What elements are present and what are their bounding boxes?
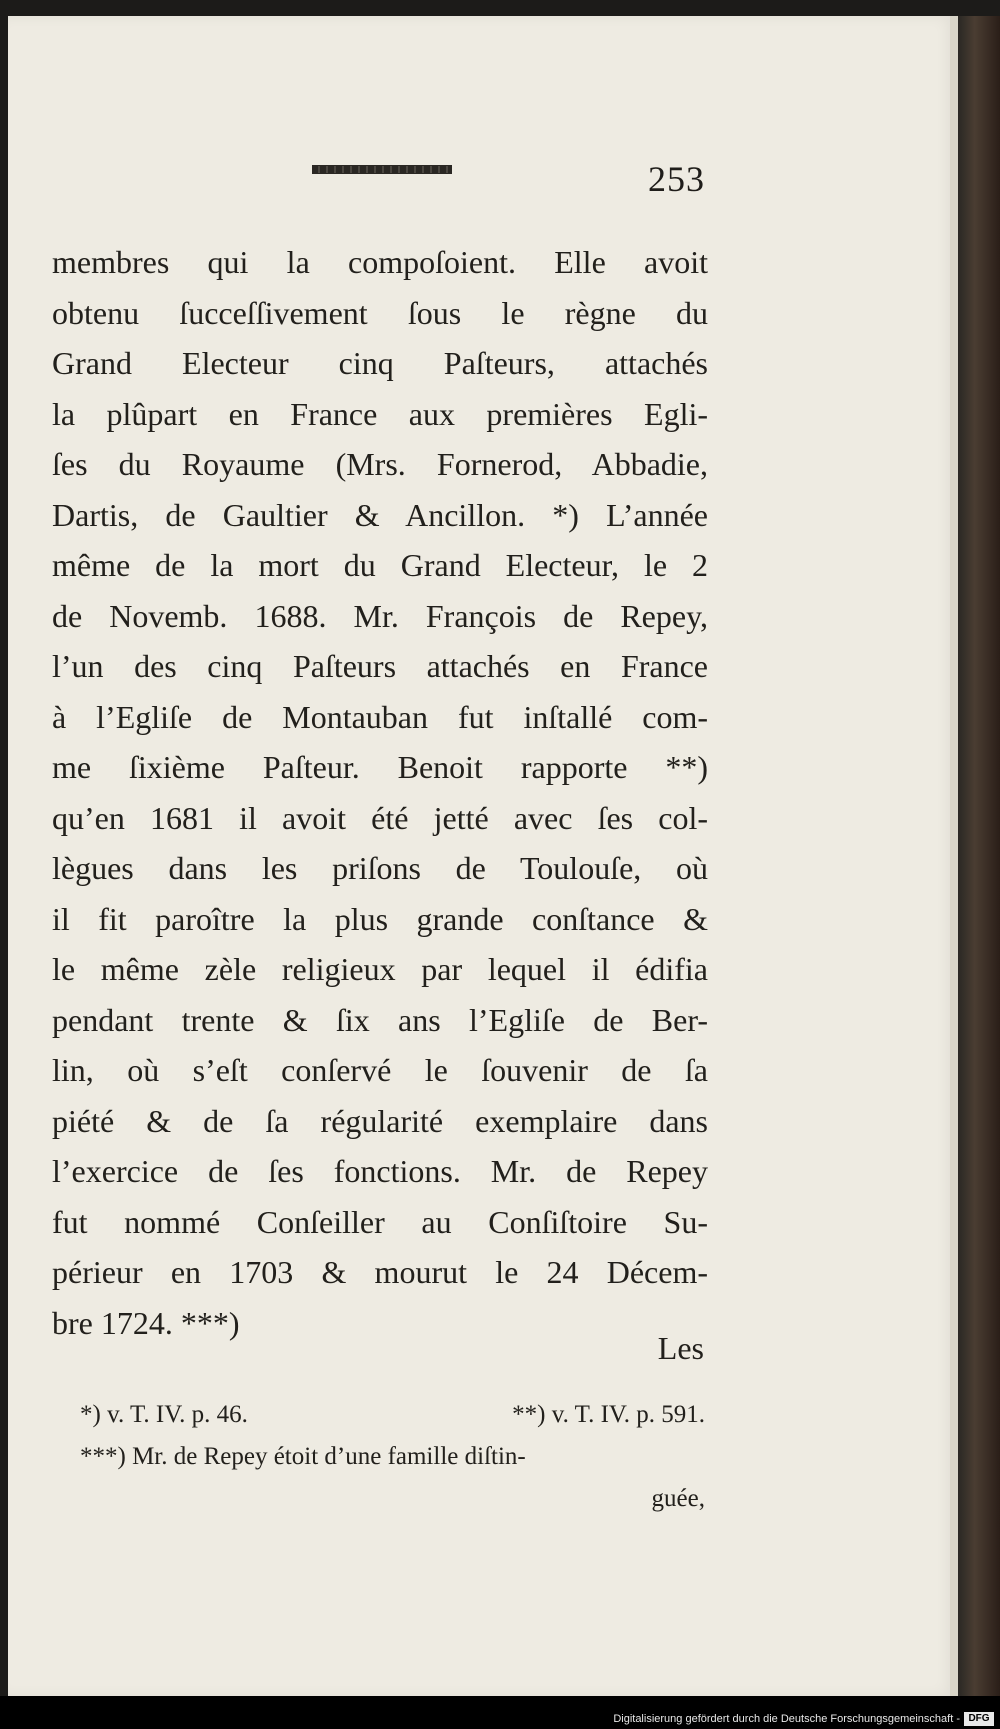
text-line: fut nommé Conſeiller au Conſiſtoire Su- <box>52 1203 708 1240</box>
footnote-3-continuation: guée, <box>651 1485 705 1512</box>
catchword: Les <box>657 1330 704 1366</box>
text-line: la plûpart en France aux premières Egli- <box>52 395 708 432</box>
text-line: périeur en 1703 & mourut le 24 Décem- <box>52 1254 708 1290</box>
text-line: bre 1724. ***) <box>52 1304 240 1341</box>
text-line: pendant trente & ſix ans l’Egliſe de Ber- <box>52 1001 708 1038</box>
footnote-1: *) v. T. IV. p. 46. <box>80 1401 248 1428</box>
text-line: Dartis, de Gaultier & Ancillon. *) L’année <box>52 496 708 533</box>
text-line: piété & de ſa régularité exemplaire dans <box>52 1102 708 1139</box>
footnote-row <box>80 1394 705 1436</box>
text-line: à l’Egliſe de Montauban fut inſtallé com- <box>52 698 708 735</box>
text-line: membres qui la compoſoient. Elle avoit <box>52 244 708 280</box>
footnote-2: **) v. T. IV. p. 591. <box>512 1401 705 1428</box>
text-line: ſes du Royaume (Mrs. Fornerod, Abbadie, <box>52 446 708 482</box>
text-line: de Novemb. 1688. Mr. François de Repey, <box>52 597 708 634</box>
text-line: me ſixième Paſteur. Benoit rapporte **) <box>52 749 708 785</box>
digitization-credit: Digitalisierung gefördert durch die Deutsche Forschungsgemeinschaft - <box>613 1713 960 1725</box>
running-head-ornament <box>312 165 452 174</box>
body-text <box>52 237 708 1348</box>
dfg-logo-icon: DFG <box>964 1712 994 1726</box>
text-line: Grand Electeur cinq Paſteurs, attachés <box>52 345 708 381</box>
text-line: l’un des cinq Paſteurs attachés en France <box>52 648 708 684</box>
footnotes <box>80 1394 705 1520</box>
page-edge <box>950 16 958 1696</box>
text-line: qu’en 1681 il avoit été jetté avec ſes col- <box>52 799 708 836</box>
text-line: lègues dans les priſons de Toulouſe, où <box>52 850 708 886</box>
text-line: obtenu ſucceſſivement ſous le règne du <box>52 294 708 331</box>
book-binding-edge <box>958 16 1000 1696</box>
footnote-3: ***) Mr. de Repey étoit d’une famille diſtin- <box>80 1443 526 1470</box>
page-number: 253 <box>648 159 705 199</box>
text-line: l’exercice de ſes fonctions. Mr. de Repey <box>52 1153 708 1189</box>
text-line: lin, où s’eſt conſervé le ſouvenir de ſa <box>52 1052 708 1088</box>
text-line: il fit paroître la plus grande conſtance & <box>52 900 708 937</box>
text-line: même de la mort du Grand Electeur, le 2 <box>52 547 708 583</box>
text-line: le même zèle religieux par lequel il édifia <box>52 951 708 987</box>
